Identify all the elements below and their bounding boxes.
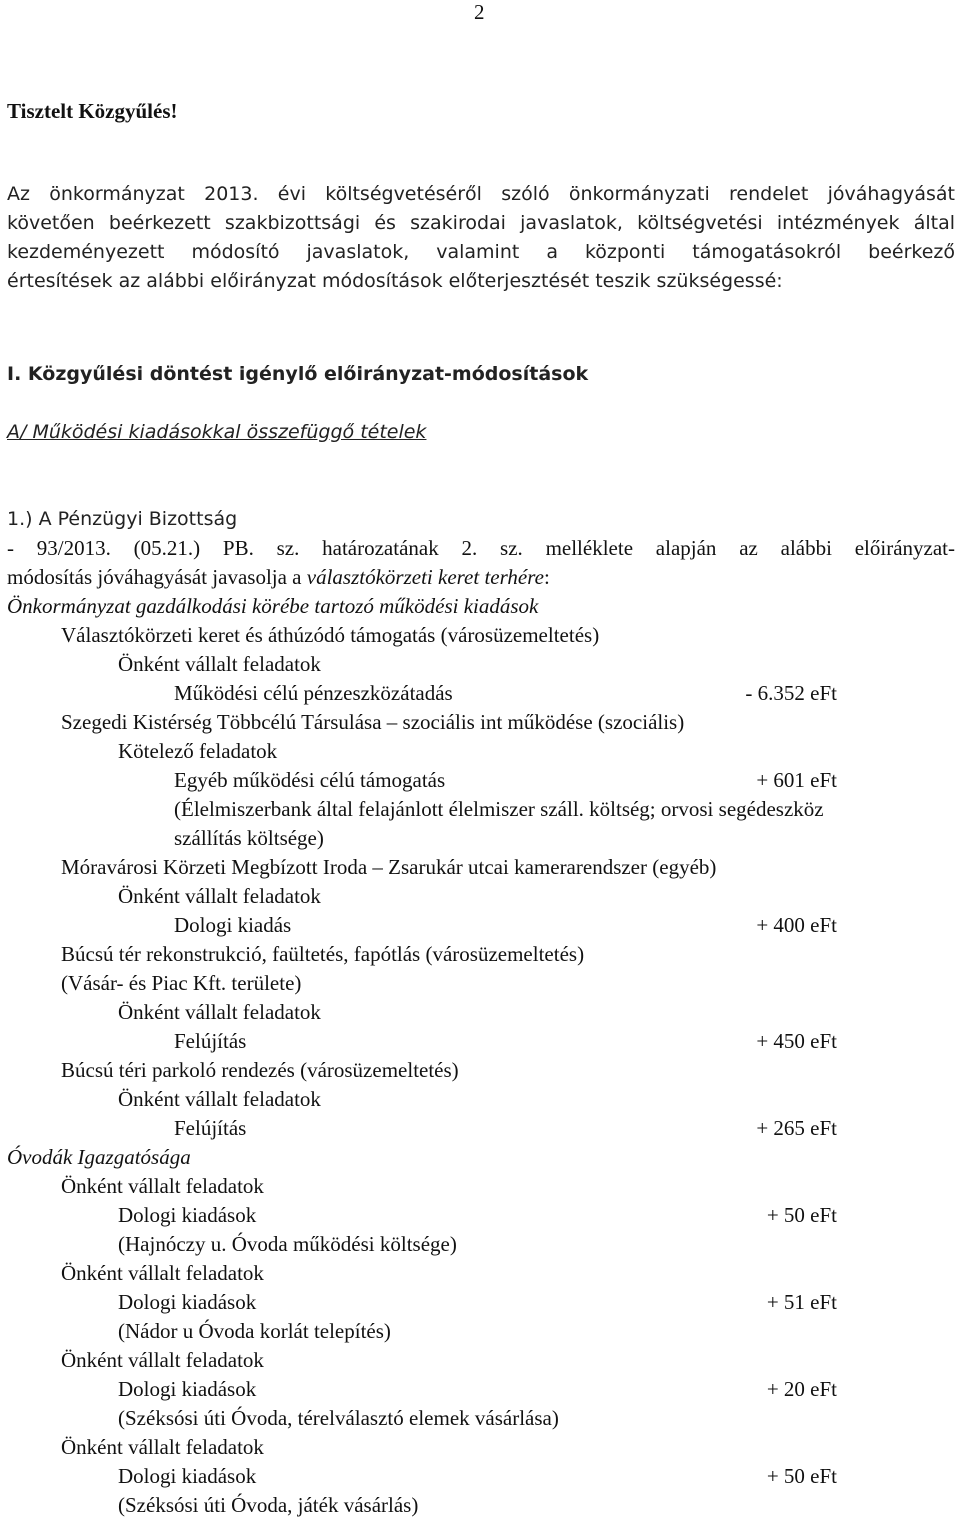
budget-amount: + 50 eFt [766, 1464, 837, 1488]
budget-line: Választókörzeti keret és áthúzódó támogatás (városüzemeltetés) [61, 623, 600, 647]
scope-heading: Önkormányzat gazdálkodási körébe tartozó működési kiadások [7, 594, 539, 618]
budget-line: Dologi kiadások [118, 1290, 257, 1314]
budget-amount: + 265 eFt [756, 1116, 837, 1140]
budget-line: Önként vállalt feladatok [61, 1348, 264, 1372]
budget-amount: + 450 eFt [756, 1029, 837, 1053]
budget-line: Működési célú pénzeszközátadás [174, 681, 453, 705]
budget-amount: + 601 eFt [756, 768, 837, 792]
budget-line: (Széksósi úti Óvoda, térelválasztó elemek vásárlása) [118, 1406, 559, 1430]
budget-line: (Széksósi úti Óvoda, játék vásárlás) [118, 1493, 419, 1517]
intro-line-1: Az önkormányzat 2013. évi költségvetéséről szóló önkormányzati rendelet jóváhagyását [7, 183, 955, 205]
intro-line-2: követően beérkezett szakbizottsági és szakirodai javaslatok, költségvetési intézmények által [7, 212, 955, 234]
budget-line: Felújítás [174, 1029, 247, 1053]
budget-line: Felújítás [174, 1116, 247, 1140]
budget-line: (Hajnóczy u. Óvoda működési költsége) [118, 1232, 457, 1256]
item-line-1: - 93/2013. (05.21.) PB. sz. határozatának 2. sz. melléklete alapján az alábbi előirányzat- [7, 536, 955, 560]
budget-line: Búcsú tér rekonstrukció, faültetés, fapótlás (városüzemeltetés) [61, 942, 585, 966]
budget-line: Dologi kiadások [118, 1377, 257, 1401]
intro-line-4: értesítések az alábbi előirányzat módosítások előterjesztését teszik szükségessé: [7, 270, 783, 292]
subsection-title: A/ Működési kiadásokkal összefüggő tételek [7, 421, 427, 443]
budget-line: Egyéb működési célú támogatás [174, 768, 446, 792]
intro-line-3: kezdeményezett módosító javaslatok, valamint a központi támogatásokról beérkező [7, 241, 955, 263]
budget-line: Önként vállalt feladatok [61, 1261, 264, 1285]
budget-line: Dologi kiadások [118, 1203, 257, 1227]
budget-line: Búcsú téri parkoló rendezés (városüzemeltetés) [61, 1058, 459, 1082]
budget-line: Önként vállalt feladatok [118, 884, 321, 908]
budget-line: (Vásár- és Piac Kft. területe) [61, 971, 302, 995]
section-title: I. Közgyűlési döntést igénylő előirányzat-módosítások [7, 363, 589, 385]
budget-line: szállítás költsége) [174, 826, 324, 850]
budget-line: (Élelmiszerbank által felajánlott élelmiszer száll. költség; orvosi segédeszköz [174, 797, 824, 821]
item-line-2-end: : [543, 565, 550, 589]
budget-line: Dologi kiadások [118, 1464, 257, 1488]
budget-line: (Nádor u Óvoda korlát telepítés) [118, 1319, 391, 1343]
budget-heading: Óvodák Igazgatósága [7, 1145, 191, 1169]
budget-amount: - 6.352 eFt [745, 681, 837, 705]
budget-line: Kötelező feladatok [118, 739, 278, 763]
budget-line: Önként vállalt feladatok [118, 1000, 321, 1024]
item-line-2-text: módosítás jóváhagyását javasolja a [7, 565, 307, 589]
budget-amount: + 400 eFt [756, 913, 837, 937]
budget-amount: + 20 eFt [766, 1377, 837, 1401]
page-number: 2 [474, 0, 485, 24]
item-heading: 1.) A Pénzügyi Bizottság [7, 508, 238, 530]
budget-line: Önként vállalt feladatok [61, 1174, 264, 1198]
budget-line: Önként vállalt feladatok [118, 1087, 321, 1111]
salutation: Tisztelt Közgyűlés! [7, 99, 178, 123]
budget-line: Dologi kiadás [174, 913, 292, 937]
budget-line: Móravárosi Körzeti Megbízott Iroda – Zsarukár utcai kamerarendszer (egyéb) [61, 855, 717, 879]
budget-line: Szegedi Kistérség Többcélú Társulása – szociális int működése (szociális) [61, 710, 685, 734]
budget-amount: + 50 eFt [766, 1203, 837, 1227]
budget-amount: + 51 eFt [766, 1290, 837, 1314]
keret-terhere: választókörzeti keret terhére [306, 565, 544, 589]
budget-line: Önként vállalt feladatok [61, 1435, 264, 1459]
item-line-2 [7, 563, 550, 591]
budget-line: Önként vállalt feladatok [118, 652, 321, 676]
